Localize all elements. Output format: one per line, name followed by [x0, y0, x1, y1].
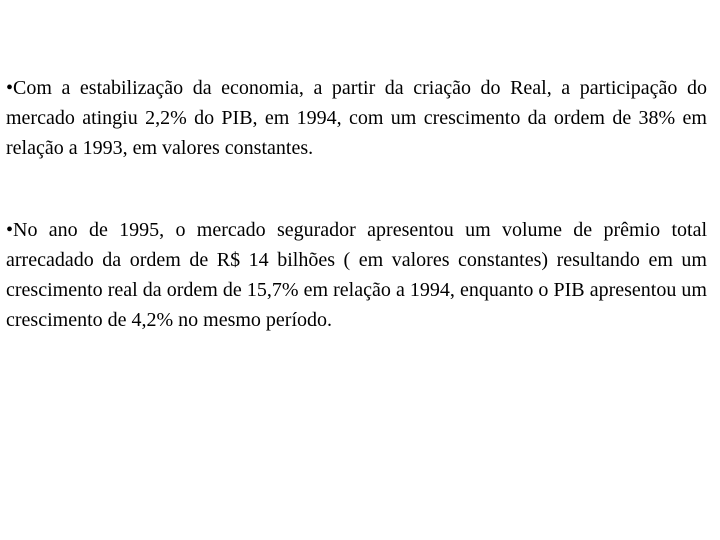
bullet-marker-1: • [6, 77, 14, 99]
bullet-paragraph-2 [6, 215, 707, 335]
bullet-marker-2: • [6, 219, 14, 241]
bullet-item-2 [6, 215, 707, 335]
bullet-text-2: No ano de 1995, o mercado segurador apresentou um volume de prêmio total arrecadado da ordem de R$ 14 bilhões ( em valores constantes) resultando em um crescimento real da ordem de 15,7% em relação a 1994, enquanto o PIB apresentou um crescimento de 4,2% no mesmo período. [6, 219, 707, 331]
bullet-item-1 [6, 73, 707, 163]
bullet-text-1: Com a estabilização da economia, a partir da criação do Real, a participação do mercado atingiu 2,2% do PIB, em 1994, com um crescimento da ordem de 38% em relação a 1993, em valores constantes. [6, 77, 707, 159]
bullet-paragraph-1 [6, 73, 707, 163]
